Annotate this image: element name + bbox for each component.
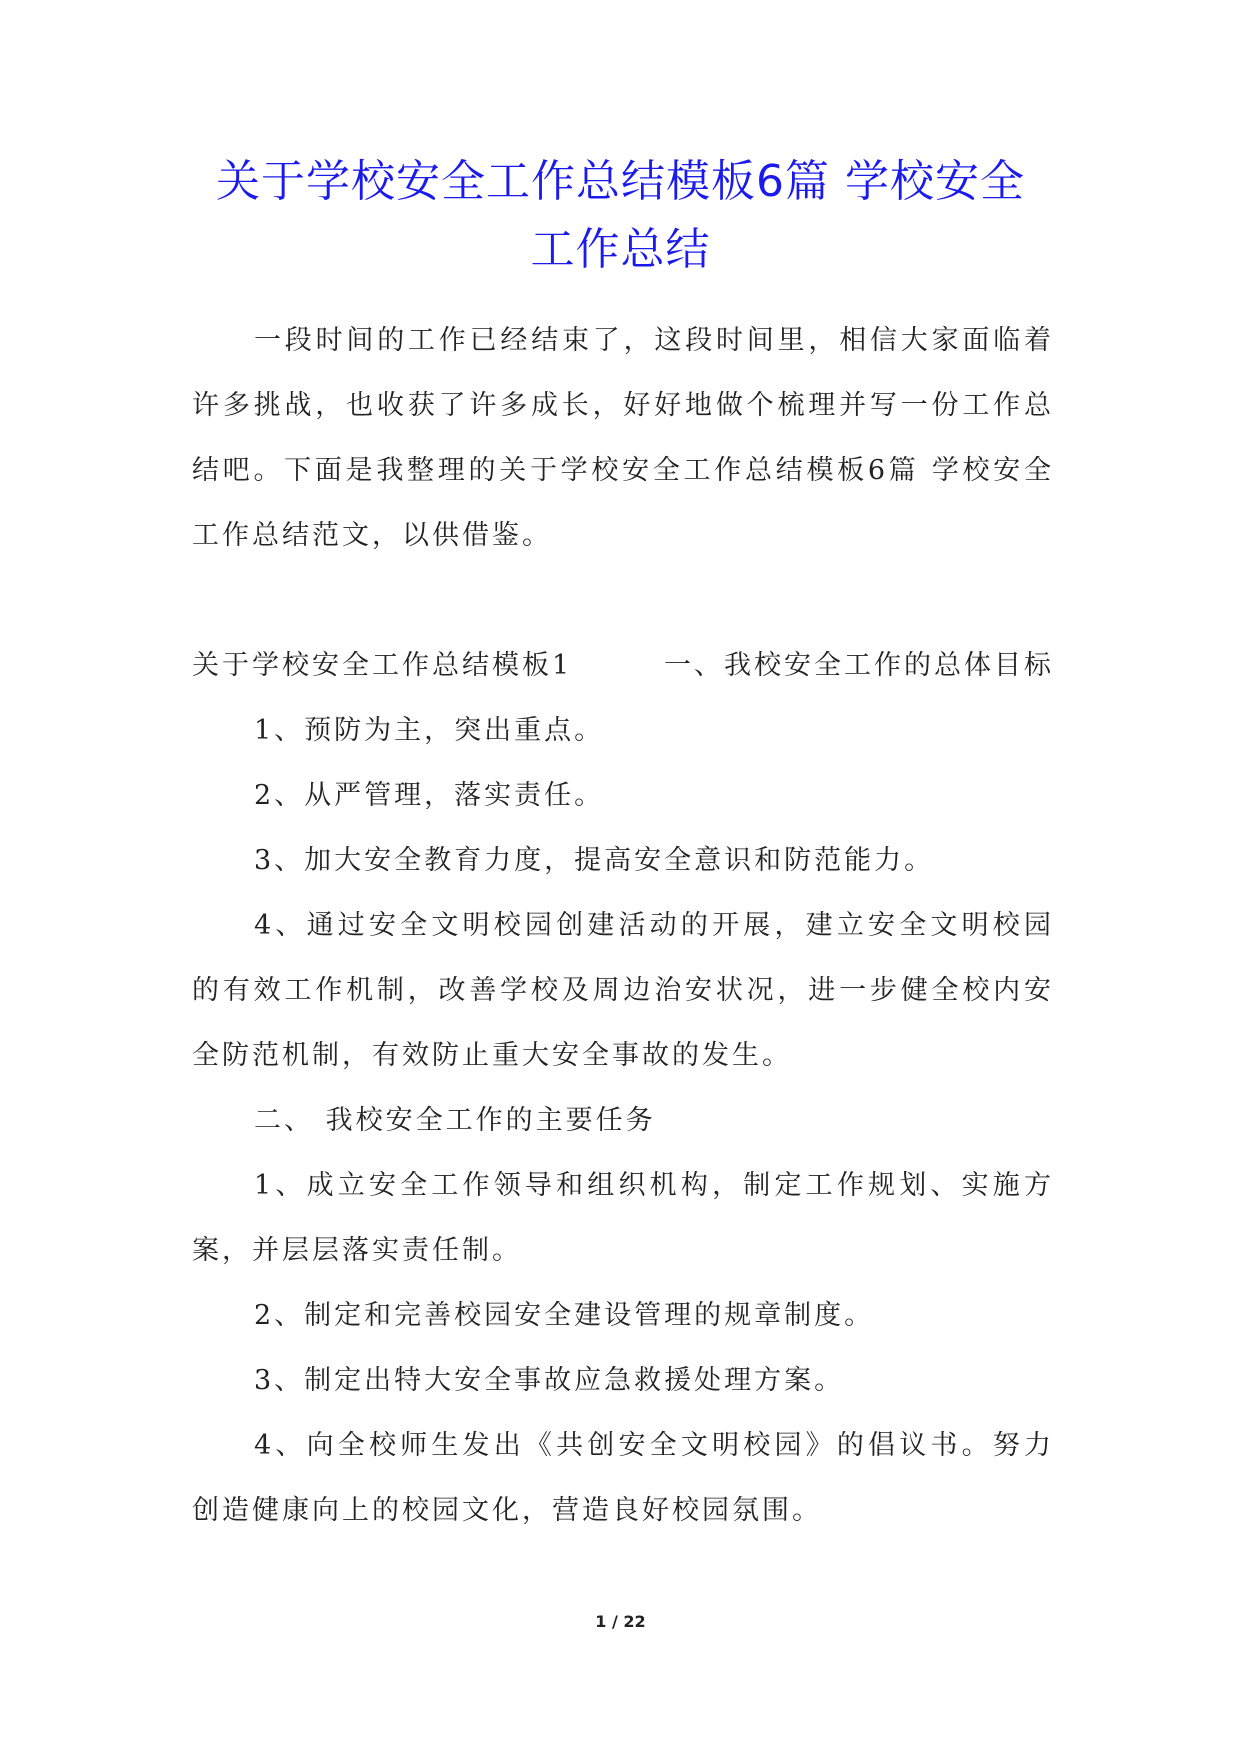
tasks-heading: 二、 我校安全工作的主要任务 [254, 1105, 656, 1136]
task-item: 4、向全校师生发出《共创安全文明校园》的倡议书。努力创造健康向上的校园文化，营造良好校园氛围。 [192, 1430, 1054, 1526]
page-indicator: 1 / 22 [595, 1612, 646, 1631]
goal-item: 4、通过安全文明校园创建活动的开展，建立安全文明校园的有效工作机制，改善学校及周边治安状况，进一步健全校内安全防范机制，有效防止重大安全事故的发生。 [192, 910, 1054, 1071]
task-item: 3、制定出特大安全事故应急救援处理方案。 [254, 1365, 845, 1396]
title-line-2: 工作总结 [530, 224, 711, 275]
task-item: 1、成立安全工作领导和组织机构，制定工作规划、实施方案，并层层落实责任制。 [192, 1170, 1054, 1266]
document-title [190, 148, 1051, 284]
document-body [192, 308, 1054, 1543]
title-line-1: 关于学校安全工作总结模板6篇 学校安全 [216, 156, 1025, 207]
goal-item: 1、预防为主，突出重点。 [254, 715, 605, 746]
section-heading-subtitle: 一、我校安全工作的总体目标 [664, 650, 1054, 681]
task-item: 2、制定和完善校园安全建设管理的规章制度。 [254, 1300, 875, 1331]
spacer [192, 568, 1054, 633]
goal-item: 2、从严管理，落实责任。 [254, 780, 605, 811]
section-heading-title: 关于学校安全工作总结模板1 [192, 650, 573, 681]
intro-paragraph: 一段时间的工作已经结束了，这段时间里，相信大家面临着许多挑战，也收获了许多成长，好好地做个梳理并写一份工作总结吧。下面是我整理的关于学校安全工作总结模板6篇 学校安全工作总结范文，以供借鉴。 [192, 325, 1054, 551]
goal-item: 3、加大安全教育力度，提高安全意识和防范能力。 [254, 845, 935, 876]
section-heading [192, 633, 1054, 698]
